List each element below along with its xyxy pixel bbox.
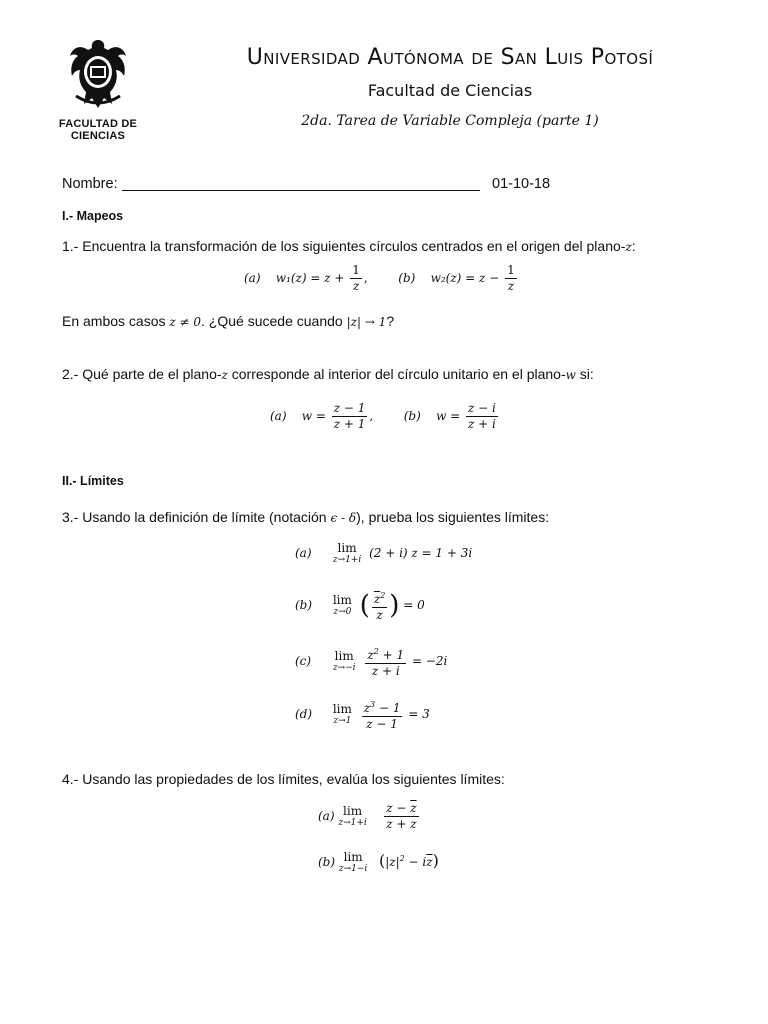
note-text-a: En ambos casos (62, 313, 170, 329)
eq-3a-sub: z→1+i (332, 555, 362, 565)
eq-4b-sub: z→1−i (338, 864, 368, 874)
eq-4b-label: (b) (318, 855, 336, 869)
eq-2a-fraction (332, 401, 368, 432)
equation-4b: (b) lim z→1−i $(|z|^2 - i\overline{z})$ (318, 850, 439, 874)
eq-3b-numerator (372, 588, 387, 608)
eq-1a-fraction (350, 263, 362, 294)
problem-1-text (62, 238, 636, 254)
problem-2-var-w: w (565, 368, 576, 382)
eq-4a-sub: z→1+i (338, 818, 367, 828)
university-title: Universidad Autónoma de San Luis Potosí (246, 45, 654, 70)
eq-2b-numerator: z − i (468, 401, 496, 415)
eq-3b-rhs: = 0 (403, 598, 425, 612)
eq-4a-lim: lim (343, 804, 363, 818)
eq-3d-label: (d) (295, 707, 313, 721)
eq-3a-body: (2 + i) z = 1 + 3i (369, 546, 473, 560)
assignment-title: 2da. Tarea de Variable Compleja (parte 1) (301, 113, 599, 129)
eq-4a-den-bar: $\overline{z}$ (410, 817, 417, 831)
problem-3-epsilon-delta: ϵ - δ (330, 511, 357, 525)
problem-2-text-a: 2.- Qué parte de el plano- (62, 366, 222, 382)
note-condition: z ≠ 0 (169, 315, 202, 329)
eq-1b-denominator: z (507, 279, 515, 293)
date-text: 01-10-18 (492, 176, 551, 192)
eq-3b-fraction (372, 588, 387, 623)
eq-3d-denominator: z − 1 (366, 717, 398, 731)
equation-4a (318, 801, 421, 832)
equation-3a (295, 542, 472, 565)
eq-3a-lim: lim (337, 541, 357, 555)
equation-3b: (b) lim z→0 ( $\frac{\overline{z}^2}{z}$ ) = 0 (295, 588, 425, 623)
eq-3d-num-rest: − 1 (375, 701, 401, 715)
eq-4a-num-bar: $\overline{z}$ (410, 801, 417, 815)
eq-4a-fraction (384, 801, 418, 832)
eq-4b-bar: $\overline{z}$ (426, 855, 433, 869)
logo-caption-line-2: CIENCIAS (70, 130, 126, 142)
eq-1a-denominator: z (352, 279, 360, 293)
eq-1b-lhs: w₂(z) = z − (430, 271, 500, 285)
eq-3c-num-base: z (367, 648, 374, 662)
eq-4a-label: (a) (318, 809, 335, 823)
eq-3d-sub: z→1 (333, 716, 352, 726)
eq-4b-body-b: − i (404, 855, 427, 869)
problem-2-text-b: corresponde al interior del círculo unitario en el plano- (227, 366, 566, 382)
eq-3c-numerator (365, 644, 406, 664)
eq-4a-limit (338, 805, 366, 828)
problem-4-text: 4.- Usando las propiedades de los límites, evalúa los siguientes límites: (62, 771, 505, 787)
eq-3b-denominator: z (376, 608, 383, 622)
eq-1b-label: (b) (398, 271, 416, 285)
eagle-crest-icon (66, 38, 130, 112)
eq-3d-fraction (362, 697, 403, 732)
eq-3b-sub: z→0 (333, 607, 352, 617)
eq-2b-denominator: z + i (468, 417, 496, 431)
name-label: Nombre: (62, 176, 118, 192)
eq-2b-fraction (466, 401, 498, 432)
eq-4b-limit (339, 851, 367, 874)
eq-2a-comma: , (369, 409, 374, 423)
eq-3b-label: (b) (295, 598, 313, 612)
eq-3c-denominator: z + i (371, 664, 400, 678)
eq-3a-limit (333, 542, 361, 565)
eq-1a-comma: , (363, 271, 368, 285)
eq-3c-rhs: = −2i (411, 654, 448, 668)
eq-3c-limit (333, 650, 356, 673)
equation-1 (244, 263, 519, 294)
section-heading-limites: II.- Límites (62, 474, 124, 488)
eq-3a-label: (a) (295, 546, 312, 560)
equation-2 (270, 401, 500, 432)
note-text-c: ? (386, 313, 395, 329)
eq-4b-body-a: |z| (385, 855, 400, 869)
eq-3d-num-exp: 3 (370, 700, 376, 709)
problem-2-text (62, 366, 594, 382)
eq-3d-num-base: z (363, 701, 371, 715)
problem-2-var-z: z (221, 368, 228, 382)
eq-3c-sub: z→−i (332, 663, 356, 673)
note-limit: |z| → 1 (346, 315, 387, 329)
eq-3d-rhs: = 3 (408, 707, 430, 721)
eq-1b-fraction (505, 263, 517, 294)
eq-3c-num-rest: + 1 (378, 648, 405, 662)
note-text-b: . ¿Qué sucede cuando (201, 313, 347, 329)
eq-3c-fraction (365, 644, 406, 679)
eq-3c-num-exp: 2 (373, 647, 379, 656)
problem-3-text-b: ), prueba los siguientes límites: (356, 509, 550, 525)
problem-1-statement: 1.- Encuentra la transformación de los siguientes círculos centrados en el origen del plano- (62, 238, 626, 254)
eq-3c-lim: lim (334, 649, 354, 663)
problem-1-note (62, 313, 394, 329)
logo-caption (56, 118, 140, 142)
eq-1a-lhs: w₁(z) = z + (275, 271, 345, 285)
eq-4a-den-a: z + (386, 817, 411, 831)
eq-3c-label: (c) (295, 654, 312, 668)
section-heading-mapeos: I.- Mapeos (62, 209, 124, 223)
faculty-title: Facultad de Ciencias (367, 81, 533, 100)
problem-1-colon: : (631, 238, 636, 254)
eq-1a-label: (a) (244, 271, 261, 285)
eq-4a-numerator (384, 801, 418, 817)
problem-2-text-c: si: (575, 366, 594, 382)
eq-3d-numerator (362, 697, 403, 717)
eq-4a-denominator (384, 817, 418, 832)
eq-2b-lhs: w = (436, 409, 461, 423)
name-field-line[interactable] (122, 190, 480, 191)
problem-1-variable: z (625, 240, 632, 254)
logo-caption-line-1: FACULTAD DE (58, 118, 138, 130)
problem-3-text-a: 3.- Usando la definición de límite (notación (62, 509, 331, 525)
eq-2b-label: (b) (403, 409, 421, 423)
problem-3-text (62, 509, 549, 525)
eq-4b-exp: 2 (399, 854, 405, 863)
university-logo (56, 38, 140, 142)
eq-2a-denominator: z + 1 (333, 417, 366, 431)
eq-3b-lim: lim (332, 593, 352, 607)
eq-3b-num-base: $\overline{z}$ (373, 592, 381, 606)
eq-2a-lhs: w = (301, 409, 326, 423)
eq-1b-numerator: 1 (507, 263, 515, 277)
eq-4a-num-a: z − (386, 801, 411, 815)
equation-3c (295, 644, 447, 679)
eq-3b-num-exp: 2 (380, 591, 386, 600)
equation-3d (295, 697, 430, 732)
eq-2a-numerator: z − 1 (333, 401, 366, 415)
eq-3d-limit (333, 703, 352, 726)
eq-3b-limit (333, 594, 352, 617)
eq-1a-numerator: 1 (352, 263, 360, 277)
eq-4b-lim: lim (343, 850, 363, 864)
eq-2a-label: (a) (270, 409, 287, 423)
eq-3d-lim: lim (332, 702, 352, 716)
